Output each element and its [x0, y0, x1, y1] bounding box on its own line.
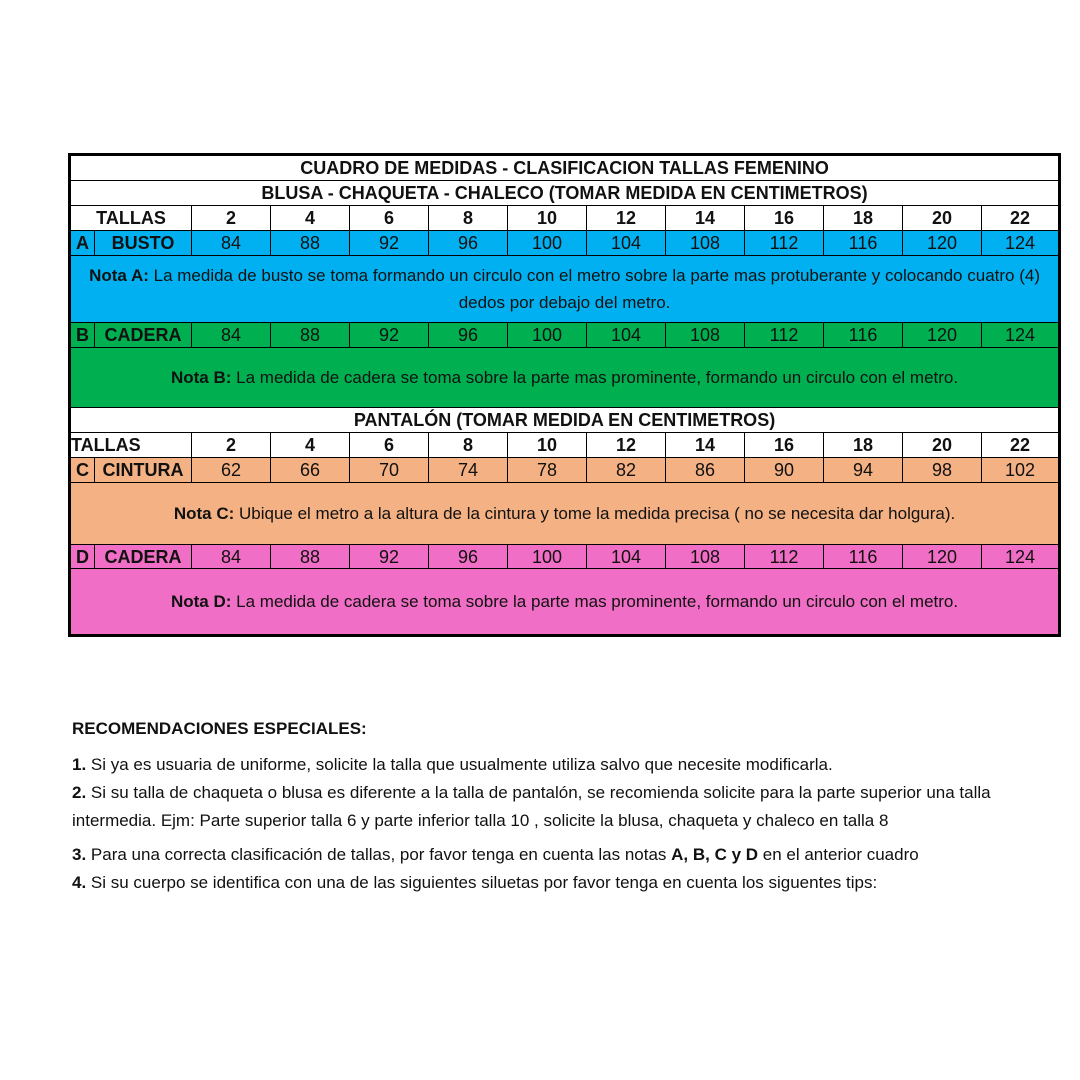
chart-title-row — [70, 155, 1060, 181]
measure-cell: 96 — [429, 545, 508, 569]
size-cell: 18 — [824, 206, 903, 231]
measure-cell: 112 — [745, 323, 824, 348]
size-cell: 2 — [192, 433, 271, 458]
note-b-label: Nota B: — [170, 368, 232, 387]
size-cell: 8 — [429, 206, 508, 231]
note-c-label: Nota C: — [173, 504, 235, 523]
item-text: Si su cuerpo se identifica con una de las siguientes siluetas por favor tenga en cuenta los siguentes tips: — [86, 873, 878, 892]
measure-cell: 120 — [903, 545, 982, 569]
size-cell: 22 — [982, 206, 1060, 231]
note-c-text: Ubique el metro a la altura de la cintura y tome la medida precisa ( no se necesita dar holgura). — [234, 504, 956, 523]
measure-cell: 120 — [903, 323, 982, 348]
tallas-label: TALLAS — [70, 433, 192, 458]
note-b — [70, 348, 1060, 408]
measure-cell: 104 — [587, 231, 666, 256]
measure-cell: 96 — [429, 231, 508, 256]
measure-cell: 100 — [508, 545, 587, 569]
note-a — [70, 256, 1060, 323]
measure-cell: 108 — [666, 231, 745, 256]
size-cell: 16 — [745, 206, 824, 231]
item-bold-text: A, B, C y D — [671, 845, 759, 864]
row-label: BUSTO — [95, 231, 192, 256]
size-cell: 12 — [587, 206, 666, 231]
cadera-b-row — [70, 323, 1060, 348]
size-chart-table — [68, 153, 1061, 637]
note-a-text: La medida de busto se toma formando un circulo con el metro sobre la parte mas protuberante y colocando cuatro (4) dedos por debajo del metro. — [148, 266, 1040, 312]
size-cell: 10 — [508, 206, 587, 231]
measure-cell: 92 — [350, 545, 429, 569]
measure-cell: 88 — [271, 323, 350, 348]
size-cell: 8 — [429, 433, 508, 458]
measure-cell: 108 — [666, 323, 745, 348]
note-b-text: La medida de cadera se toma sobre la parte mas prominente, formando un circulo con el metro. — [231, 368, 959, 387]
row-letter: B — [70, 323, 95, 348]
note-c — [70, 483, 1060, 545]
recommendations-heading: RECOMENDACIONES ESPECIALES: — [72, 719, 367, 738]
size-cell: 22 — [982, 433, 1060, 458]
tallas-label: TALLAS — [70, 206, 192, 231]
sizes-header-row-2 — [70, 433, 1060, 458]
cintura-row — [70, 458, 1060, 483]
note-a-row — [70, 256, 1060, 323]
item-text: Para una correcta clasificación de tallas, por favor tenga en cuenta las notas — [86, 845, 672, 864]
size-cell: 10 — [508, 433, 587, 458]
measure-cell: 74 — [429, 458, 508, 483]
measure-cell: 124 — [982, 545, 1060, 569]
section2-title: PANTALÓN (TOMAR MEDIDA EN CENTIMETROS) — [70, 408, 1060, 433]
note-d-row — [70, 569, 1060, 636]
measure-cell: 82 — [587, 458, 666, 483]
measure-cell: 92 — [350, 323, 429, 348]
size-cell: 2 — [192, 206, 271, 231]
row-letter: C — [70, 458, 95, 483]
sizes-header-row — [70, 206, 1060, 231]
measure-cell: 92 — [350, 231, 429, 256]
row-letter: D — [70, 545, 95, 569]
size-cell: 18 — [824, 433, 903, 458]
item-number: 2. — [72, 783, 87, 802]
measure-cell: 104 — [587, 323, 666, 348]
recommendation-item — [72, 869, 1047, 897]
measure-cell: 84 — [192, 231, 271, 256]
note-d-label: Nota D: — [170, 592, 232, 611]
size-cell: 4 — [271, 433, 350, 458]
size-cell: 4 — [271, 206, 350, 231]
note-b-row — [70, 348, 1060, 408]
item-number: 4. — [72, 873, 87, 892]
size-cell: 20 — [903, 433, 982, 458]
measure-cell: 124 — [982, 231, 1060, 256]
measure-cell: 104 — [587, 545, 666, 569]
item-text-after: en el anterior cuadro — [758, 845, 919, 864]
measure-cell: 88 — [271, 231, 350, 256]
size-cell: 12 — [587, 433, 666, 458]
size-cell: 6 — [350, 433, 429, 458]
measure-cell: 112 — [745, 231, 824, 256]
item-text: Si ya es usuaria de uniforme, solicite la talla que usualmente utiliza salvo que necesite modificarla. — [86, 755, 833, 774]
section1-title-row — [70, 181, 1060, 206]
row-label: CADERA — [95, 545, 192, 569]
measure-cell: 84 — [192, 323, 271, 348]
item-number: 3. — [72, 845, 87, 864]
measure-cell: 88 — [271, 545, 350, 569]
cadera-d-row — [70, 545, 1060, 569]
row-label: CINTURA — [95, 458, 192, 483]
recommendation-item — [72, 779, 1047, 835]
measure-cell: 116 — [824, 323, 903, 348]
measure-cell: 124 — [982, 323, 1060, 348]
note-d — [70, 569, 1060, 636]
busto-row — [70, 231, 1060, 256]
size-cell: 6 — [350, 206, 429, 231]
measure-cell: 108 — [666, 545, 745, 569]
measure-cell: 116 — [824, 231, 903, 256]
row-letter: A — [70, 231, 95, 256]
recommendation-item — [72, 751, 1047, 779]
chart-title: CUADRO DE MEDIDAS - CLASIFICACION TALLAS FEMENINO — [70, 155, 1060, 181]
measure-cell: 62 — [192, 458, 271, 483]
measure-cell: 86 — [666, 458, 745, 483]
measure-cell: 96 — [429, 323, 508, 348]
measure-cell: 98 — [903, 458, 982, 483]
measure-cell: 70 — [350, 458, 429, 483]
measure-cell: 78 — [508, 458, 587, 483]
measure-cell: 90 — [745, 458, 824, 483]
measure-cell: 112 — [745, 545, 824, 569]
item-number: 1. — [72, 755, 87, 774]
measure-cell: 102 — [982, 458, 1060, 483]
measure-cell: 66 — [271, 458, 350, 483]
size-cell: 16 — [745, 433, 824, 458]
item-text: Si su talla de chaqueta o blusa es diferente a la talla de pantalón, se recomienda solicite para la parte superior una talla intermedia. Ejm: Parte superior talla 6 y parte inferior talla 10 , solicite la blusa, chaqueta y chaleco en talla 8 — [72, 783, 991, 830]
measure-cell: 100 — [508, 323, 587, 348]
recommendations-section — [72, 715, 1047, 897]
section2-title-row — [70, 408, 1060, 433]
note-a-label: Nota A: — [89, 266, 149, 285]
size-cell: 14 — [666, 206, 745, 231]
size-cell: 20 — [903, 206, 982, 231]
recommendation-item — [72, 841, 1047, 869]
measure-cell: 100 — [508, 231, 587, 256]
row-label: CADERA — [95, 323, 192, 348]
note-d-text: La medida de cadera se toma sobre la parte mas prominente, formando un circulo con el metro. — [231, 592, 959, 611]
section1-title: BLUSA - CHAQUETA - CHALECO (TOMAR MEDIDA EN CENTIMETROS) — [70, 181, 1060, 206]
note-c-row — [70, 483, 1060, 545]
measure-cell: 84 — [192, 545, 271, 569]
size-cell: 14 — [666, 433, 745, 458]
measure-cell: 120 — [903, 231, 982, 256]
measure-cell: 116 — [824, 545, 903, 569]
measure-cell: 94 — [824, 458, 903, 483]
